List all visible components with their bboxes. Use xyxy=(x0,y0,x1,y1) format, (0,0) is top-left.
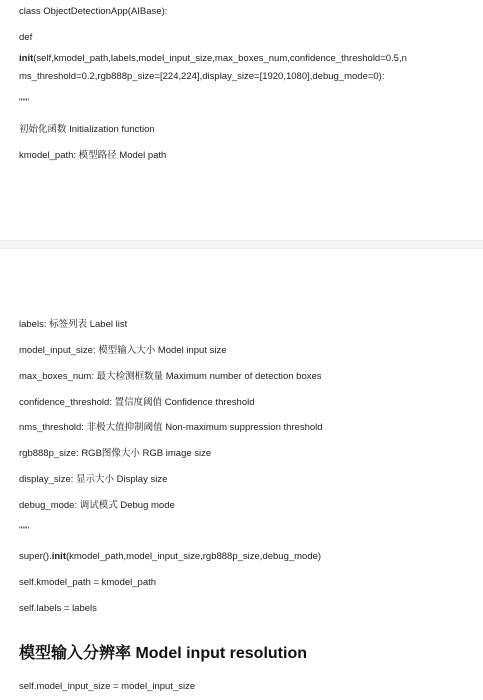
nms-threshold-description: nms_threshold: 非极大值抑制阈值 Non-maximum suppression threshold xyxy=(19,422,323,433)
super-init-call xyxy=(19,551,321,563)
section-heading: 模型输入分辨率 Model input resolution xyxy=(19,645,307,662)
confidence-threshold-description: confidence_threshold: 置信度阈值 Confidence threshold xyxy=(19,397,255,408)
class-declaration: class ObjectDetectionApp(AIBase): xyxy=(19,6,168,17)
docstring-close: """ xyxy=(19,525,30,536)
rgb888p-size-description: rgb888p_size: RGB图像大小 RGB image size xyxy=(19,448,212,459)
init-signature-line-2: ms_threshold=0.2,rgb888p_size=[224,224],display_size=[1920,1080],debug_mode=0): xyxy=(19,71,385,82)
display-size-description: display_size: 显示大小 Display size xyxy=(19,474,168,485)
docstring-open: """ xyxy=(19,97,30,108)
super-prefix: super(). xyxy=(19,551,52,562)
model-input-size-description: model_input_size: 模型输入大小 Model input size xyxy=(19,345,227,356)
max-boxes-num-description: max_boxes_num: 最大检测框数量 Maximum number of detection boxes xyxy=(19,371,322,382)
assign-labels: self.labels = labels xyxy=(19,603,97,614)
init-description: 初始化函数 Initialization function xyxy=(19,124,155,135)
super-init-name: init xyxy=(51,551,66,562)
super-args: (kmodel_path,model_input_size,rgb888p_size,debug_mode) xyxy=(65,551,322,562)
init-signature-line-1 xyxy=(19,53,407,65)
debug-mode-description: debug_mode: 调试模式 Debug mode xyxy=(19,500,175,511)
code-block-top xyxy=(0,0,483,240)
init-args-1: (self,kmodel_path,labels,model_input_size,max_boxes_num,confidence_threshold=0.5,n xyxy=(33,53,407,64)
kmodel-path-description: kmodel_path: 模型路径 Model path xyxy=(19,150,167,161)
init-name: init xyxy=(19,53,34,64)
assign-model-input-size: self.model_input_size = model_input_size xyxy=(19,681,196,692)
page-break-divider xyxy=(0,240,483,249)
labels-description: labels: 标签列表 Label list xyxy=(19,319,128,330)
assign-kmodel-path: self.kmodel_path = kmodel_path xyxy=(19,577,157,588)
def-keyword: def xyxy=(19,32,33,43)
code-block-bottom xyxy=(0,249,483,700)
